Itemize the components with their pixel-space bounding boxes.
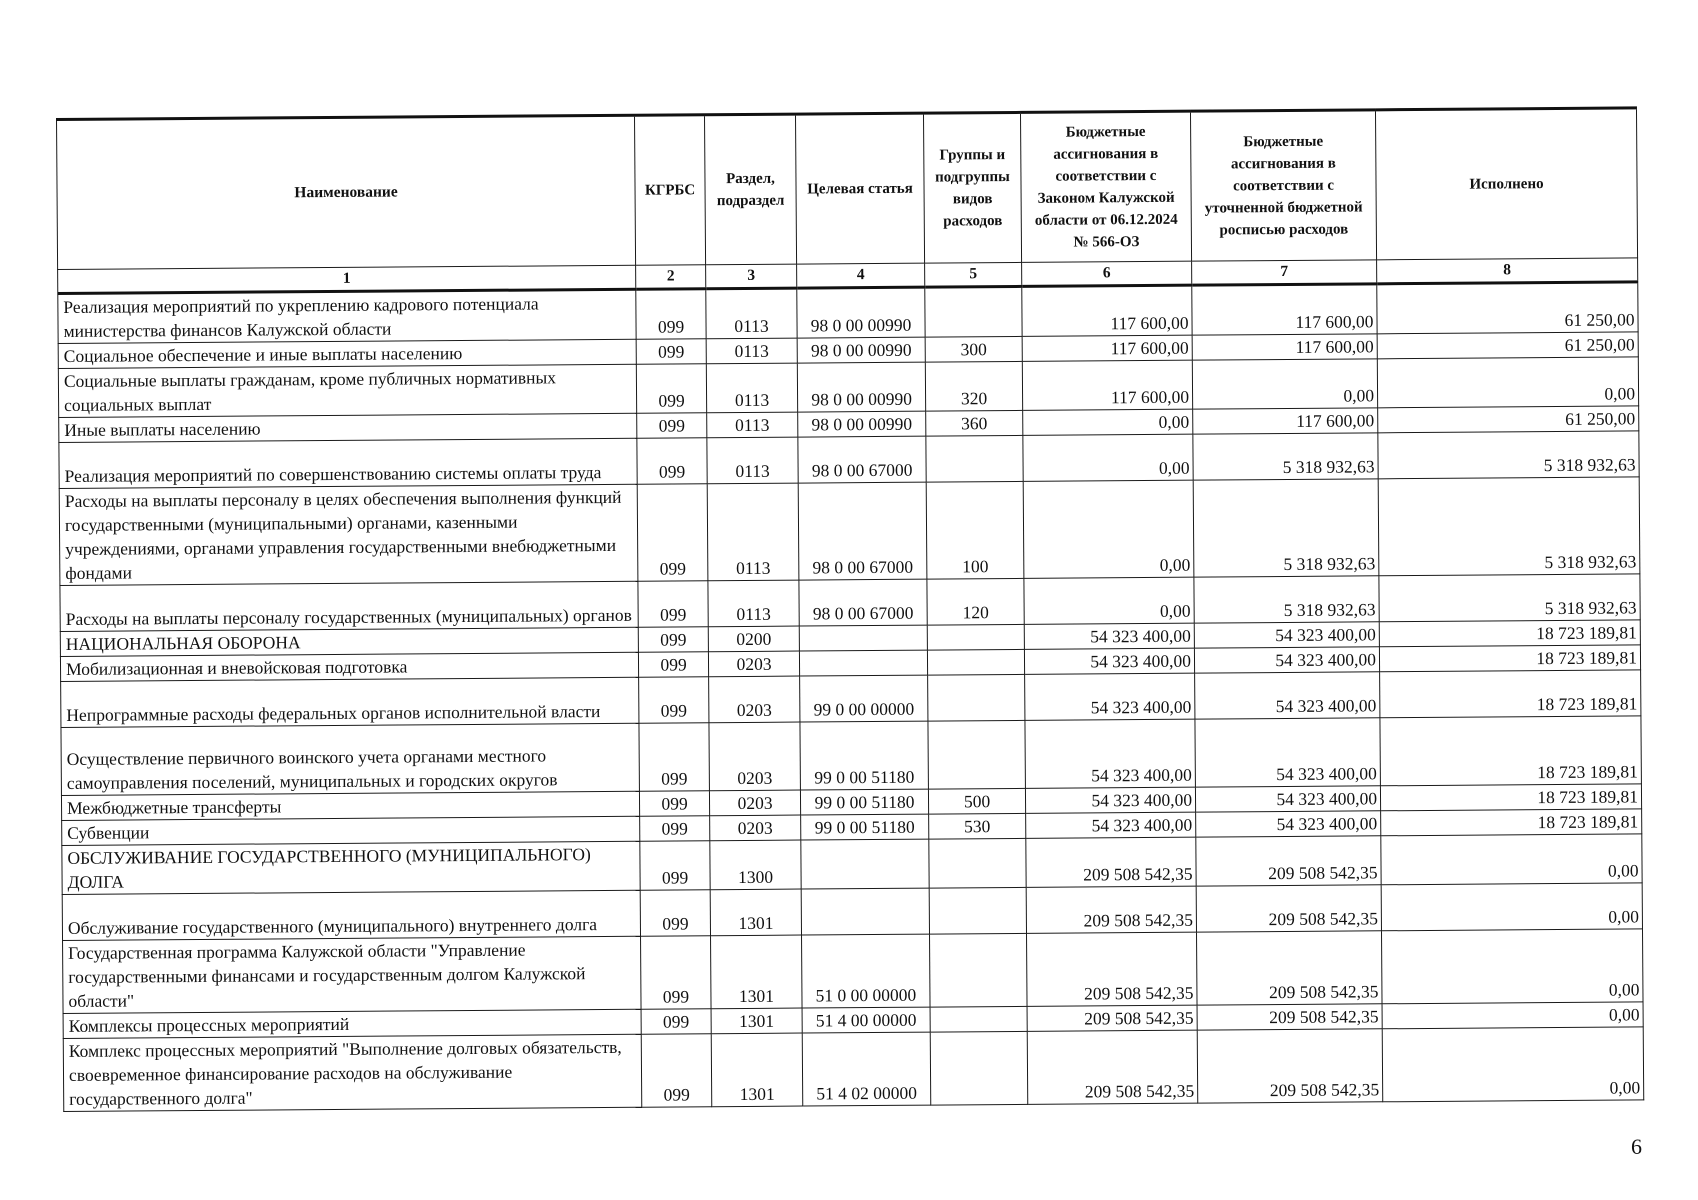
row-name: НАЦИОНАЛЬНАЯ ОБОРОНА <box>60 627 638 656</box>
row-executed-amount: 0,00 <box>1381 834 1642 885</box>
row-name: Социальное обеспечение и иные выплаты населению <box>58 339 636 368</box>
budget-table <box>56 106 1644 1112</box>
row-section: 0113 <box>707 437 798 484</box>
row-executed-amount: 18 723 189,81 <box>1380 670 1641 718</box>
row-section: 0113 <box>708 580 799 627</box>
row-law-amount: 117 600,00 <box>1022 285 1192 336</box>
row-law-amount: 0,00 <box>1023 480 1194 578</box>
row-name: Социальные выплаты гражданам, кроме публичных нормативных социальных выплат <box>58 364 636 417</box>
row-refined-amount: 5 318 932,63 <box>1193 479 1379 577</box>
row-section: 1301 <box>711 1033 803 1107</box>
row-name: Иные выплаты населению <box>59 413 637 442</box>
row-name: Реализация мероприятий по укреплению кадрового потенциала министерства финансов Калужской области <box>58 289 636 343</box>
column-number: 4 <box>797 263 925 288</box>
row-name: Непрограммные расходы федеральных органов исполнительной власти <box>61 677 639 727</box>
row-target: 51 4 02 00000 <box>802 1032 931 1106</box>
row-executed-amount: 0,00 <box>1382 1002 1643 1029</box>
header-refined-allocations: Бюджетные ассигнования в соответствии с уточненной бюджетной росписью расходов <box>1190 110 1376 261</box>
row-section: 0113 <box>706 338 797 364</box>
row-group <box>930 1006 1027 1032</box>
row-name: Реализация мероприятий по совершенствованию системы оплаты труда <box>59 438 637 488</box>
row-target: 99 0 00 00000 <box>800 675 928 722</box>
row-law-amount: 0,00 <box>1024 577 1194 624</box>
row-kgrbs: 099 <box>639 677 709 724</box>
row-section: 0113 <box>707 412 798 438</box>
row-law-amount: 54 323 400,00 <box>1024 648 1194 674</box>
row-name: Межбюджетные трансферты <box>61 791 639 820</box>
row-target: 98 0 00 00990 <box>798 411 926 437</box>
row-executed-amount: 18 723 189,81 <box>1381 809 1642 836</box>
row-refined-amount: 54 323 400,00 <box>1195 718 1380 787</box>
row-law-amount: 209 508 542,35 <box>1027 1030 1198 1104</box>
row-refined-amount: 54 323 400,00 <box>1194 622 1379 648</box>
row-section: 0203 <box>708 651 799 677</box>
row-law-amount: 54 323 400,00 <box>1024 623 1194 649</box>
row-group <box>929 887 1026 934</box>
row-target: 98 0 00 67000 <box>798 482 927 580</box>
row-refined-amount: 209 508 542,35 <box>1197 1029 1383 1103</box>
table-row <box>61 716 1641 796</box>
row-name: Комплексы процессных мероприятий <box>63 1009 641 1038</box>
row-law-amount: 54 323 400,00 <box>1025 673 1195 720</box>
table-row <box>63 929 1643 1014</box>
row-kgrbs: 099 <box>637 438 707 485</box>
row-name: Субвенции <box>62 816 640 845</box>
row-section: 0113 <box>706 363 797 413</box>
row-kgrbs: 099 <box>640 841 710 891</box>
row-executed-amount: 0,00 <box>1381 883 1642 931</box>
row-section: 0203 <box>709 722 800 791</box>
row-refined-amount: 117 600,00 <box>1193 408 1378 434</box>
row-law-amount: 209 508 542,35 <box>1027 1005 1197 1031</box>
row-law-amount: 209 508 542,35 <box>1026 886 1196 933</box>
row-law-amount: 117 600,00 <box>1022 360 1192 410</box>
row-target: 99 0 00 51180 <box>801 814 929 840</box>
row-section: 0203 <box>709 790 800 816</box>
row-refined-amount: 117 600,00 <box>1192 284 1377 335</box>
row-refined-amount: 54 323 400,00 <box>1195 786 1380 812</box>
row-kgrbs: 099 <box>641 1009 711 1035</box>
row-kgrbs: 099 <box>640 890 710 937</box>
row-kgrbs: 099 <box>639 723 709 792</box>
row-target: 98 0 00 00990 <box>797 287 925 338</box>
row-kgrbs: 099 <box>638 652 708 678</box>
header-section: Раздел, подраздел <box>704 114 796 265</box>
row-refined-amount: 54 323 400,00 <box>1195 672 1380 719</box>
page-number: 6 <box>1631 1134 1642 1159</box>
row-kgrbs: 099 <box>636 364 706 414</box>
row-law-amount: 54 323 400,00 <box>1026 812 1196 838</box>
row-name: Расходы на выплаты персоналу государственных (муниципальных) органов <box>60 581 638 631</box>
row-group <box>930 933 1028 1007</box>
row-target: 98 0 00 67000 <box>799 579 927 626</box>
row-name: Комплекс процессных мероприятий "Выполнение долговых обязательств, своевременное финансирование расходов на обслуживание государственного долга" <box>63 1034 642 1111</box>
row-refined-amount: 117 600,00 <box>1192 334 1377 360</box>
table-body <box>58 282 1644 1112</box>
row-executed-amount: 61 250,00 <box>1378 406 1639 433</box>
row-executed-amount: 5 318 932,63 <box>1379 574 1640 622</box>
row-kgrbs: 099 <box>636 289 706 340</box>
row-name: Расходы на выплаты персоналу в целях обеспечения выполнения функций государственными (муниципальными) органами, казенными учреждениями, органами управления государственными внебюджетными фондами <box>59 484 638 585</box>
row-refined-amount: 209 508 542,35 <box>1196 885 1381 932</box>
row-group: 500 <box>928 788 1025 814</box>
row-name: Мобилизационная и вневойсковая подготовка <box>60 652 638 681</box>
row-group <box>927 649 1024 675</box>
row-target: 99 0 00 51180 <box>800 789 928 815</box>
row-kgrbs: 099 <box>641 936 712 1010</box>
column-number: 6 <box>1022 261 1192 286</box>
row-section: 1301 <box>711 935 803 1009</box>
row-executed-amount: 0,00 <box>1382 1027 1644 1102</box>
row-refined-amount: 209 508 542,35 <box>1196 836 1381 886</box>
header-target: Целевая статья <box>795 113 924 264</box>
row-target <box>801 839 929 889</box>
row-group: 100 <box>926 481 1024 579</box>
column-number: 7 <box>1192 260 1377 285</box>
row-executed-amount: 61 250,00 <box>1377 282 1638 334</box>
row-target: 99 0 00 51180 <box>800 721 928 790</box>
row-group: 120 <box>927 578 1024 625</box>
row-law-amount: 54 323 400,00 <box>1025 787 1195 813</box>
row-executed-amount: 0,00 <box>1377 357 1638 408</box>
row-section: 0203 <box>710 815 801 841</box>
row-refined-amount: 5 318 932,63 <box>1194 576 1379 623</box>
row-executed-amount: 18 723 189,81 <box>1380 784 1641 811</box>
row-group: 360 <box>926 410 1023 436</box>
row-refined-amount: 54 323 400,00 <box>1194 647 1379 673</box>
row-law-amount: 0,00 <box>1023 409 1193 435</box>
row-group <box>926 435 1023 482</box>
row-section: 0200 <box>708 626 799 652</box>
row-target: 51 0 00 00000 <box>802 934 931 1008</box>
row-target: 51 4 00 00000 <box>802 1007 930 1033</box>
row-section: 0113 <box>707 483 799 581</box>
row-executed-amount: 5 318 932,63 <box>1378 431 1639 479</box>
row-target: 98 0 00 67000 <box>798 436 926 483</box>
row-section: 0203 <box>709 676 800 723</box>
row-refined-amount: 54 323 400,00 <box>1196 811 1381 837</box>
row-law-amount: 209 508 542,35 <box>1027 932 1198 1006</box>
row-section: 1301 <box>710 889 801 936</box>
table-row <box>63 1027 1643 1112</box>
row-target <box>801 888 929 935</box>
row-group <box>930 1031 1028 1105</box>
document-sheet <box>56 106 1643 1112</box>
row-target <box>799 650 927 676</box>
row-refined-amount: 5 318 932,63 <box>1193 433 1378 480</box>
row-section: 1301 <box>711 1008 802 1034</box>
table-row <box>59 477 1640 586</box>
row-kgrbs: 099 <box>639 791 709 817</box>
row-kgrbs: 099 <box>640 816 710 842</box>
row-group <box>925 286 1022 337</box>
header-row <box>57 108 1638 270</box>
column-number: 1 <box>58 265 636 293</box>
row-executed-amount: 18 723 189,81 <box>1379 645 1640 672</box>
row-name: Государственная программа Калужской области "Управление государственными финансами и государственным долгом Калужской области" <box>63 936 642 1013</box>
row-executed-amount: 18 723 189,81 <box>1379 620 1640 647</box>
row-law-amount: 0,00 <box>1023 434 1193 481</box>
row-refined-amount: 0,00 <box>1192 359 1377 409</box>
row-group <box>928 674 1025 721</box>
column-number: 3 <box>706 264 797 289</box>
row-group <box>927 624 1024 650</box>
row-group: 300 <box>925 336 1022 362</box>
row-executed-amount: 0,00 <box>1381 929 1643 1004</box>
row-kgrbs: 099 <box>637 484 708 582</box>
header-groups: Группы и подгруппы видов расходов <box>923 112 1021 263</box>
row-group <box>928 720 1025 789</box>
row-section: 0113 <box>706 288 797 339</box>
row-target: 98 0 00 00990 <box>797 337 925 363</box>
row-group: 530 <box>929 813 1026 839</box>
header-law-allocations: Бюджетные ассигнования в соответствии с Законом Калужской области от 06.12.2024 № 566-ОЗ <box>1020 111 1191 262</box>
row-law-amount: 54 323 400,00 <box>1025 719 1195 788</box>
header-executed: Исполнено <box>1375 108 1637 260</box>
column-number: 2 <box>636 265 706 290</box>
row-refined-amount: 209 508 542,35 <box>1197 1004 1382 1030</box>
row-kgrbs: 099 <box>641 1034 712 1108</box>
header-name: Наименование <box>57 115 636 269</box>
row-kgrbs: 099 <box>637 413 707 439</box>
row-kgrbs: 099 <box>638 581 708 628</box>
column-number: 5 <box>925 262 1022 287</box>
header-kgrbs: КГРБС <box>634 115 705 266</box>
row-group: 320 <box>925 361 1022 411</box>
row-group <box>929 838 1026 888</box>
row-kgrbs: 099 <box>638 627 708 653</box>
row-target <box>799 625 927 651</box>
row-section: 1300 <box>710 840 801 890</box>
row-target: 98 0 00 00990 <box>797 362 925 412</box>
row-executed-amount: 61 250,00 <box>1377 332 1638 359</box>
column-number: 8 <box>1377 258 1638 284</box>
row-law-amount: 209 508 542,35 <box>1026 837 1196 887</box>
row-executed-amount: 18 723 189,81 <box>1380 716 1641 786</box>
row-law-amount: 117 600,00 <box>1022 335 1192 361</box>
row-refined-amount: 209 508 542,35 <box>1196 931 1382 1005</box>
row-name: Осуществление первичного воинского учета органами местного самоуправления поселений, муниципальных и городских округов <box>61 723 639 795</box>
row-name: Обслуживание государственного (муниципального) внутреннего долга <box>62 890 640 940</box>
row-executed-amount: 5 318 932,63 <box>1378 477 1640 576</box>
row-kgrbs: 099 <box>636 339 706 365</box>
row-name: ОБСЛУЖИВАНИЕ ГОСУДАРСТВЕННОГО (МУНИЦИПАЛЬНОГО) ДОЛГА <box>62 841 640 894</box>
